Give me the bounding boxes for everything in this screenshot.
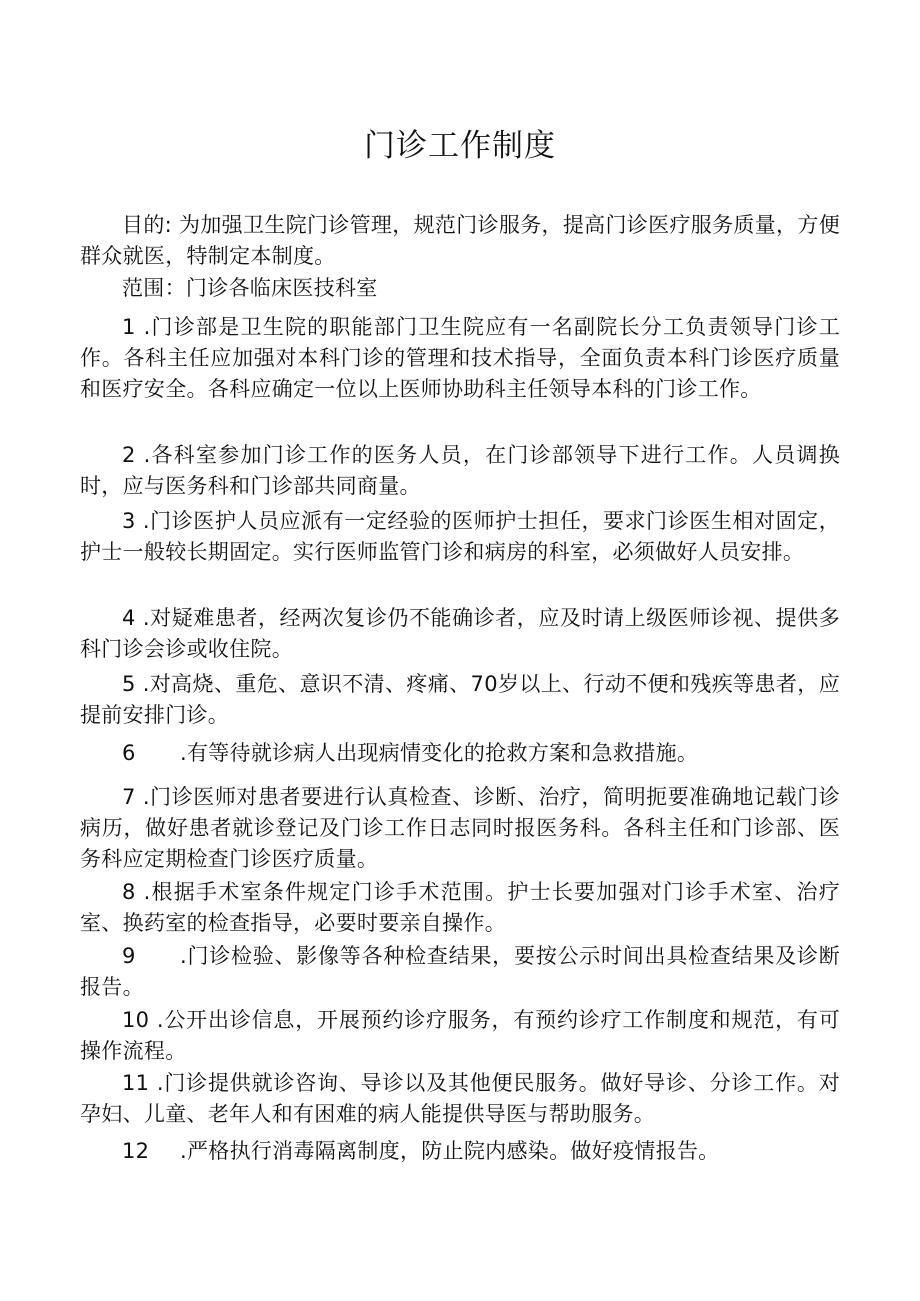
item-text: .门诊医师对患者要进行认真检查、诊断、治疗，简明扼要准确地记载门诊病历，做好患者就诊登记及门诊工作日志同时报医务科。各科主任和门诊部、医务科应定期检查门诊医疗质量。: [80, 785, 840, 871]
list-item-7: [80, 782, 840, 875]
list-item-4: [80, 603, 840, 665]
item-number: 6: [122, 741, 136, 765]
item-number: 11: [122, 1071, 150, 1095]
item-number: 4: [122, 606, 136, 630]
list-item-1: [80, 312, 840, 405]
item-text: .对高烧、重危、意识不清、疼痛、70岁以上、行动不便和残疾等患者，应提前安排门诊。: [80, 672, 840, 727]
list-item-5: [80, 669, 840, 731]
item-text: .有等待就诊病人出现病情变化的抢救方案和急救措施。: [180, 741, 699, 765]
purpose-text: 目的: 为加强卫生院门诊管理，规范门诊服务，提高门诊医疗服务质量，方便群众就医，特制定本制度。: [80, 213, 840, 268]
item-text: .各科室参加门诊工作的医务人员，在门诊部领导下进行工作。人员调换时，应与医务科和门诊部共同商量。: [80, 443, 840, 498]
item-text: .门诊提供就诊咨询、导诊以及其他便民服务。做好导诊、分诊工作。对孕妇、儿童、老年人和有困难的病人能提供导医与帮助服务。: [80, 1071, 840, 1126]
list-item-3: [80, 506, 840, 568]
item-text: .门诊部是卫生院的职能部门卫生院应有一名副院长分工负责领导门诊工作。各科主任应加强对本科门诊的管理和技术指导，全面负责本科门诊医疗质量和医疗安全。各科应确定一位以上医师协助科主任领导本科的门诊工作。: [80, 315, 840, 401]
list-item-10: [80, 1005, 840, 1067]
item-number: 5: [122, 672, 136, 696]
item-text: .严格执行消毒隔离制度，防止院内感染。做好疫情报告。: [180, 1139, 720, 1163]
item-number: 9: [122, 944, 136, 968]
list-item-8: [80, 877, 840, 939]
scope-paragraph: [80, 273, 840, 304]
list-item-12: [80, 1136, 840, 1167]
list-item-9: [80, 941, 840, 1003]
list-item-6: [80, 738, 840, 769]
item-number: 12: [122, 1139, 150, 1163]
item-number: 8: [122, 880, 136, 904]
item-text: .根据手术室条件规定门诊手术范围。护士长要加强对门诊手术室、治疗室、换药室的检查指导，必要时要亲自操作。: [80, 880, 840, 935]
item-text: .门诊医护人员应派有一定经验的医师护士担任，要求门诊医生相对固定，护士一般较长期固定。实行医师监管门诊和病房的科室，必须做好人员安排。: [80, 509, 840, 564]
item-number: 10: [122, 1008, 150, 1032]
list-item-2: [80, 440, 840, 502]
item-number: 2: [122, 443, 136, 467]
item-number: 3: [122, 509, 136, 533]
item-text: .公开出诊信息，开展预约诊疗服务，有预约诊疗工作制度和规范，有可操作流程。: [80, 1008, 840, 1063]
page-title: 门诊工作制度: [364, 128, 556, 164]
item-text: .对疑难患者，经两次复诊仍不能确诊者，应及时请上级医师诊视、提供多科门诊会诊或收住院。: [80, 606, 840, 661]
item-number: 7: [122, 785, 136, 809]
item-number: 1: [122, 315, 136, 339]
purpose-paragraph: [80, 210, 840, 272]
list-item-11: [80, 1068, 840, 1130]
item-text: .门诊检验、影像等各种检查结果，要按公示时间出具检查结果及诊断报告。: [80, 944, 840, 999]
scope-text: 范围：门诊各临床医技科室: [122, 276, 378, 300]
